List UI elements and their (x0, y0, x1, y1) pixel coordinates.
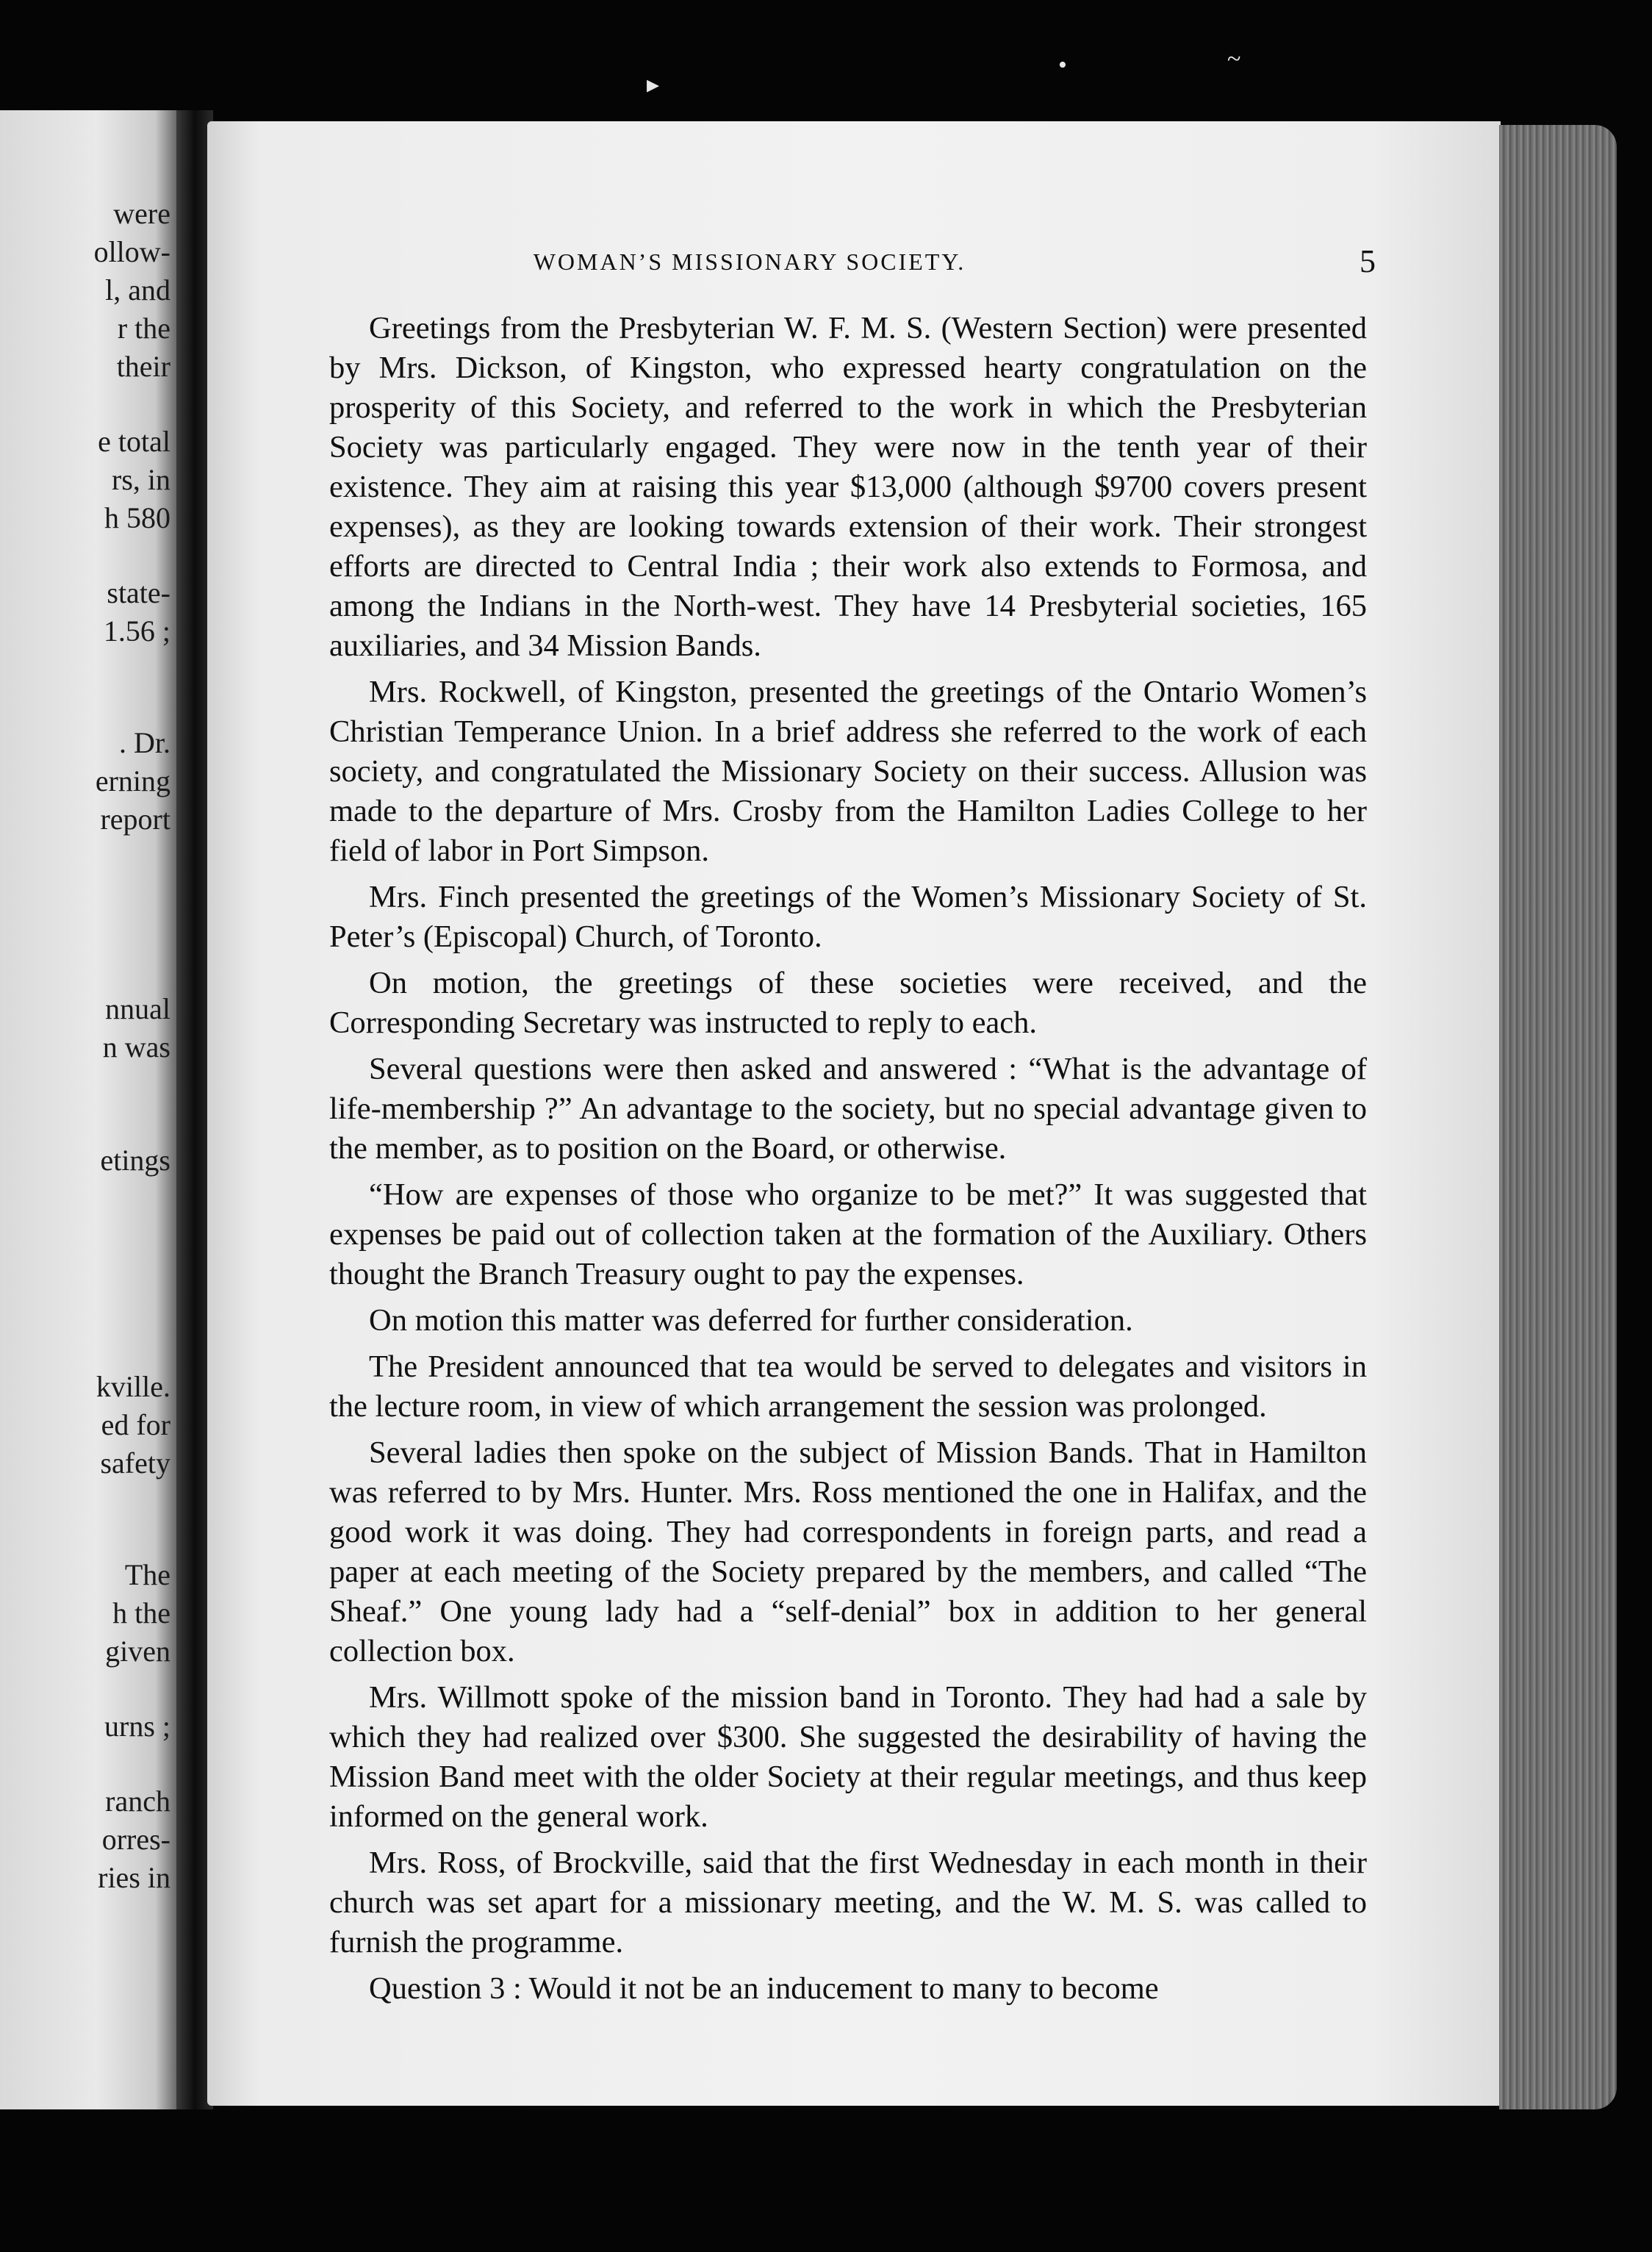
left-page-line-fragment: ollow- (93, 235, 170, 268)
left-page-line-fragment: orres- (101, 1823, 170, 1856)
running-head: WOMAN’S MISSIONARY SOCIETY. (533, 248, 966, 275)
left-page-line-fragment: report (100, 803, 170, 836)
left-page-line-fragment: erning (95, 764, 170, 797)
left-page-line-fragment: The (124, 1558, 170, 1591)
body-paragraph: Question 3 : Would it not be an inducement to many to become (369, 1971, 1159, 2006)
body-paragraph: On motion, the greetings of these societies were received, and the Corresponding Secretary was instructed to reply to each. (329, 966, 1367, 1040)
scan-speck: ▸ (647, 71, 660, 98)
left-page-line-fragment: kville. (96, 1370, 170, 1403)
left-page-line-fragment: safety (100, 1446, 170, 1480)
left-page-line-fragment: ries in (98, 1861, 170, 1894)
left-page-line-fragment: h 580 (104, 501, 170, 534)
left-page-line-fragment: n was (102, 1030, 170, 1064)
body-paragraph: Greetings from the Presbyterian W. F. M. S. (Western Section) were presented by Mrs. Dickson, of Kingston, who expressed hearty congratulation on the prosperity of this Society, and referred to the work in which the Presbyterian Society was particularly engaged. They were now in the tenth year of their existence. They aim at raising this year $13,000 (although $9700 covers present expenses), as they are looking towards extension of their work. Their strongest efforts are directed to Central India ; their work also extends to Formosa, and among the Indians in the North-west. They have 14 Presbyterial societies, 165 auxiliaries, and 34 Mission Bands. (329, 311, 1367, 663)
left-page-line-fragment: rs, in (112, 463, 170, 496)
left-page-line-fragment: given (105, 1635, 170, 1668)
left-page-line-fragment: urns ; (104, 1710, 170, 1743)
left-page-line-fragment: l, and (105, 273, 170, 306)
page-header (0, 243, 1499, 279)
body-paragraph: Mrs. Willmott spoke of the mission band in Toronto. They had had a sale by which they had realized over $300. She suggested the desirability of having the Mission Band meet with the older Society at their regular meetings, and thus keep informed on the general work. (329, 1680, 1367, 1834)
body-paragraph: Mrs. Rockwell, of Kingston, presented the greetings of the Ontario Women’s Christian Temperance Union. In a brief address she referred to the work of each society, and congratulated the Missionary Society on their success. Allusion was made to the departure of Mrs. Crosby from the Hamilton Ladies College to her field of labor in Port Simpson. (329, 675, 1367, 868)
scan-speck: • (1058, 51, 1067, 79)
page-number: 5 (1360, 243, 1376, 279)
page-stack-edge (1499, 125, 1617, 2109)
left-page-line-fragment: state- (107, 576, 170, 609)
left-page-line-fragment: etings (100, 1144, 170, 1177)
body-paragraph: Several questions were then asked and answered : “What is the advantage of life-membership ?” An advantage to the society, but no special advantage given to the member, as to position on the Board, or otherwise. (329, 1052, 1367, 1166)
left-page-line-fragment: ed for (101, 1408, 170, 1441)
page-body (329, 309, 1367, 2015)
left-page-line-fragment: h the (112, 1596, 170, 1629)
left-page-line-fragment: 1.56 ; (103, 614, 170, 648)
left-page-fragment (0, 110, 176, 2109)
left-page-line-fragment: ranch (105, 1785, 170, 1818)
scan-speck: ~ (1227, 46, 1241, 73)
left-page-line-fragment: nnual (105, 992, 170, 1025)
body-paragraph: Mrs. Finch presented the greetings of the Women’s Missionary Society of St. Peter’s (Episcopal) Church, of Toronto. (329, 880, 1367, 954)
body-paragraph: “How are expenses of those who organize to be met?” It was suggested that expenses be paid out of collection taken at the formation of the Auxiliary. Others thought the Branch Treasury ought to pay the expenses. (329, 1177, 1367, 1291)
left-page-line-fragment: e total (98, 425, 170, 458)
body-paragraph: Mrs. Ross, of Brockville, said that the first Wednesday in each month in their church was set apart for a missionary meeting, and the W. M. S. was called to furnish the programme. (329, 1846, 1367, 1959)
left-page-line-fragment: r the (117, 312, 170, 345)
body-paragraph: On motion this matter was deferred for further consideration. (369, 1303, 1133, 1338)
body-paragraph: The President announced that tea would be served to delegates and visitors in the lecture room, in view of which arrangement the session was prolonged. (329, 1349, 1367, 1424)
left-page-line-fragment: were (113, 197, 170, 230)
body-paragraph: Several ladies then spoke on the subject of Mission Bands. That in Hamilton was referred to by Mrs. Hunter. Mrs. Ross mentioned the one in Halifax, and the good work it was doing. They had correspondents in foreign parts, and read a paper at each meeting of the Society prepared by the members, and called “The Sheaf.” One young lady had a “self-denial” box in addition to her general collection box. (329, 1435, 1367, 1668)
left-page-line-fragment: their (116, 350, 170, 383)
left-page-line-fragment: . Dr. (119, 726, 170, 759)
